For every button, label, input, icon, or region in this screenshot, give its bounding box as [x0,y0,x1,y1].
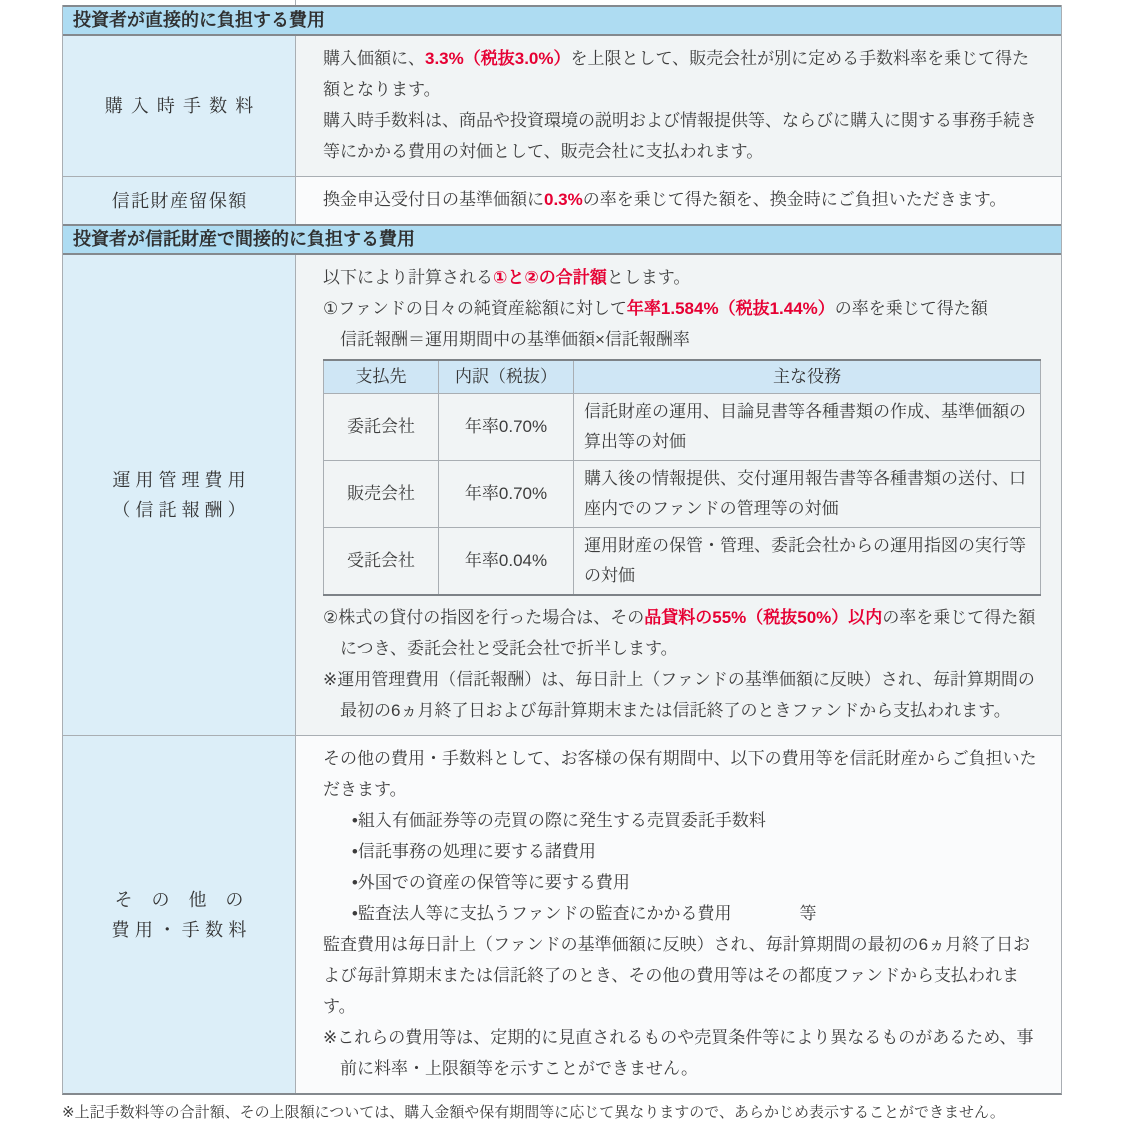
content-management-fee [296,255,1061,735]
text-segment: の率を乗じて得た額につき、委託会社と受託会社で折半します。 [340,608,1036,658]
fee-breakdown-table [323,359,1041,596]
column-divider-tick [295,0,296,5]
breakdown-row-trustee [324,528,1041,596]
header-role: 主な役務 [574,360,1041,394]
paragraph: その他の費用・手数料として、お客様の保有期間中、以下の費用等を信託財産からご負担いただきます。 [323,749,1037,799]
row-label-line2: 費用・手数料 [111,919,252,940]
text-segment: の率を乗じて得た額を、換金時にご負担いただきます。 [582,190,1007,209]
top-edge-strip [62,0,1064,5]
text-segment: を上限として、販売会社が別に定める手数料率を乗じて得た額となります。 [323,49,1030,99]
row-label-line1: 運用管理費用 [112,470,251,490]
bottom-footnote: ※上記手数料等の合計額、その上限額については、購入金額や保有期間等に応じて異なりますので、あらかじめ表示することができません。 [62,1104,1005,1121]
payee-cell: 販売会社 [324,461,439,528]
section-title: 投資者が直接的に負担する費用 [73,10,325,30]
text-segment: 換金申込受付日の基準価額に [323,190,544,209]
highlighted-rate: 3.3%（税抜3.0%） [425,49,571,68]
section-header-direct-fees [63,5,1061,36]
text-segment: ②株式の貸付の指図を行った場合は、その [323,608,645,627]
content-retention [296,177,1061,224]
rate-cell: 年率0.70% [439,461,574,528]
paragraph-item1 [323,293,1041,324]
text-segment: の率を乗じて得た額 [834,299,988,318]
payee-cell: 委託会社 [324,394,439,461]
text-segment: とします。 [606,268,691,287]
paragraph [323,43,1041,105]
row-management-fee [63,255,1061,735]
paragraph [323,184,1041,215]
highlighted-rate: 0.3% [544,190,583,209]
paragraph: 購入時手数料は、商品や投資環境の説明および情報提供等、ならびに購入に関する事務手続き等にかかる費用の対価として、販売会社に支払われます。 [323,111,1037,161]
row-retention-amount [63,176,1061,224]
content-purchase-fee [296,36,1061,176]
label-cell-other-fees [63,736,296,1093]
label-cell-management-fee [63,255,296,735]
breakdown-row-distributor [324,461,1041,528]
highlighted-total: ①と②の合計額 [493,268,607,287]
text-segment: ①ファンドの日々の純資産総額に対して [323,299,627,318]
bullet-item: •外国での資産の保管等に要する費用 [351,873,630,892]
role-cell: 購入後の情報提供、交付運用報告書等各種書類の送付、口座内でのファンドの管理等の対価 [574,461,1041,528]
paragraph-item2 [323,602,1041,664]
bullet-item: •組入有価証券等の売買の際に発生する売買委託手数料 [351,811,766,830]
row-label: 購入時手数料 [104,96,262,116]
bullet-item: •信託事務の処理に要する諸費用 [351,842,596,861]
label-cell-purchase-fee [63,36,296,176]
bullet-item: •監査法人等に支払うファンドの監査にかかる費用 等 [351,904,817,923]
section-title: 投資者が信託財産で間接的に負担する費用 [73,229,415,249]
row-label-line2: （信託報酬） [112,500,251,520]
header-payee: 支払先 [324,360,439,394]
role-cell: 運用財産の保管・管理、委託会社からの運用指図の実行等の対価 [574,528,1041,596]
text-segment: 購入価額に、 [323,49,425,68]
highlighted-rate: 年率1.584%（税抜1.44%） [626,299,835,318]
paragraph [323,262,1041,293]
row-other-fees [63,735,1061,1093]
rate-cell: 年率0.04% [439,528,574,596]
header-rate: 内訳（税抜） [439,360,574,394]
paragraph: 監査費用は毎日計上（ファンドの基準価額に反映）され、毎計算期間の最初の6ヵ月終了日および毎計算期末または信託終了のとき、その他の費用等はその都度ファンドから支払われます。 [323,935,1031,1016]
row-label-line1: その他の [114,889,263,910]
rate-cell: 年率0.70% [439,394,574,461]
role-cell: 信託財産の運用、目論見書等各種書類の作成、基準価額の算出等の対価 [574,394,1041,461]
breakdown-row-trustor [324,394,1041,461]
fee-formula: 信託報酬＝運用期間中の基準価額×信託報酬率 [340,330,690,349]
note-paragraph: ※運用管理費用（信託報酬）は、毎日計上（ファンドの基準価額に反映）され、毎計算期間の最初の6ヵ月終了日および毎計算期末または信託終了のときファンドから支払われます。 [323,670,1035,720]
payee-cell: 受託会社 [324,528,439,596]
row-purchase-fee [63,36,1061,176]
section-header-indirect-fees [63,224,1061,255]
content-other-fees [296,736,1061,1093]
note-paragraph: ※これらの費用等は、定期的に見直されるものや売買条件等により異なるものがあるため、事前に料率・上限額等を示すことができません。 [323,1028,1034,1078]
breakdown-header-row [324,360,1041,394]
highlighted-lending-rate: 品貸料の55%（税抜50%）以内 [644,608,883,627]
fee-table [62,5,1062,1095]
row-label: 信託財産留保額 [111,190,248,211]
label-cell-retention [63,177,296,224]
text-segment: 以下により計算される [323,268,493,287]
